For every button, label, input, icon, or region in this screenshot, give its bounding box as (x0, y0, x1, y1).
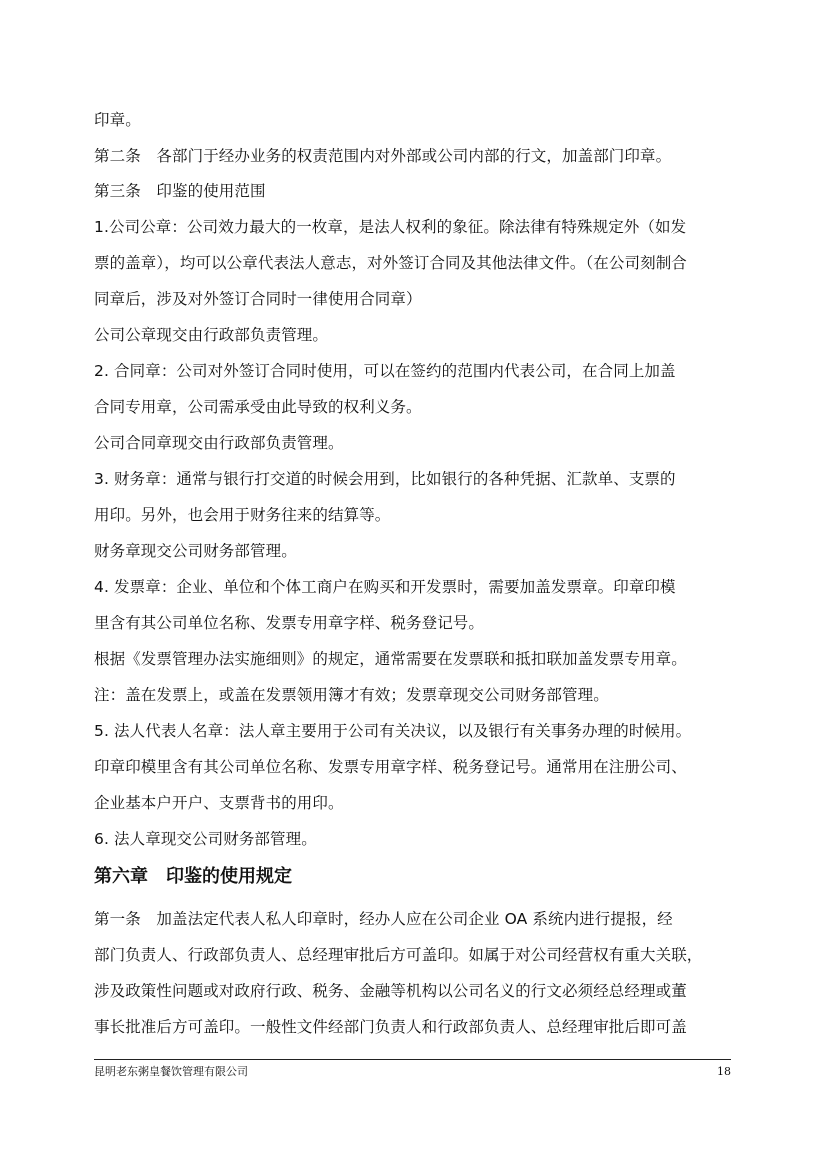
paragraph-line: 第一条 加盖法定代表人私人印章时，经办人应在公司企业 OA 系统内进行提报，经 (94, 910, 673, 928)
paragraph-line: 企业基本户开户、支票背书的用印。 (94, 794, 344, 812)
section-heading: 第三条 印鉴的使用范围 (94, 182, 266, 200)
paragraph-line: 事长批准后方可盖印。一般性文件经部门负责人和行政部负责人、总经理审批后即可盖 (94, 1018, 687, 1036)
paragraph-line: 里含有其公司单位名称、发票专用章字样、税务登记号。 (94, 614, 485, 632)
paragraph-line: 印章。 (94, 111, 141, 129)
paragraph-line: 1.公司公章：公司效力最大的一枚章，是法人权利的象征。除法律有特殊规定外（如发 (94, 218, 687, 236)
paragraph-line: 部门负责人、行政部负责人、总经理审批后方可盖印。如属于对公司经营权有重大关联， (94, 946, 703, 964)
paragraph-line: 注：盖在发票上，或盖在发票领用簿才有效；发票章现交公司财务部管理。 (94, 686, 609, 704)
paragraph-line: 财务章现交公司财务部管理。 (94, 542, 297, 560)
paragraph-line: 印章印模里含有其公司单位名称、发票专用章字样、税务登记号。通常用在注册公司、 (94, 758, 687, 776)
paragraph-line: 票的盖章），均可以公章代表法人意志，对外签订合同及其他法律文件。（在公司刻制合 (94, 254, 687, 272)
paragraph-line: 公司公章现交由行政部负责管理。 (94, 326, 329, 344)
paragraph-line: 涉及政策性问题或对政府行政、税务、金融等机构以公司名义的行文必须经总经理或董 (94, 982, 687, 1000)
paragraph-line: 用印。另外，也会用于财务往来的结算等。 (94, 506, 391, 524)
paragraph-line: 根据《发票管理办法实施细则》的规定，通常需要在发票联和抵扣联加盖发票专用章。 (94, 650, 687, 668)
paragraph-line: 6. 法人章现交公司财务部管理。 (94, 830, 317, 848)
footer-divider (94, 1059, 731, 1060)
footer-company-name: 昆明老东粥皇餐饮管理有限公司 (94, 1065, 248, 1078)
chapter-heading: 第六章 印鉴的使用规定 (94, 866, 292, 887)
paragraph-line: 2. 合同章：公司对外签订合同时使用，可以在签约的范围内代表公司，在合同上加盖 (94, 362, 676, 380)
paragraph-line: 公司合同章现交由行政部负责管理。 (94, 434, 344, 452)
paragraph-line: 第二条 各部门于经办业务的权责范围内对外部或公司内部的行文，加盖部门印章。 (94, 147, 672, 165)
paragraph-line: 4. 发票章：企业、单位和个体工商户在购买和开发票时，需要加盖发票章。印章印模 (94, 578, 676, 596)
paragraph-line: 合同专用章，公司需承受由此导致的权利义务。 (94, 398, 422, 416)
paragraph-line: 同章后，涉及对外签订合同时一律使用合同章） (94, 290, 422, 308)
page-number: 18 (717, 1065, 731, 1078)
paragraph-line: 3. 财务章：通常与银行打交道的时候会用到，比如银行的各种凭据、汇款单、支票的 (94, 470, 676, 488)
paragraph-line: 5. 法人代表人名章：法人章主要用于公司有关决议，以及银行有关事务办理的时候用。 (94, 722, 692, 740)
